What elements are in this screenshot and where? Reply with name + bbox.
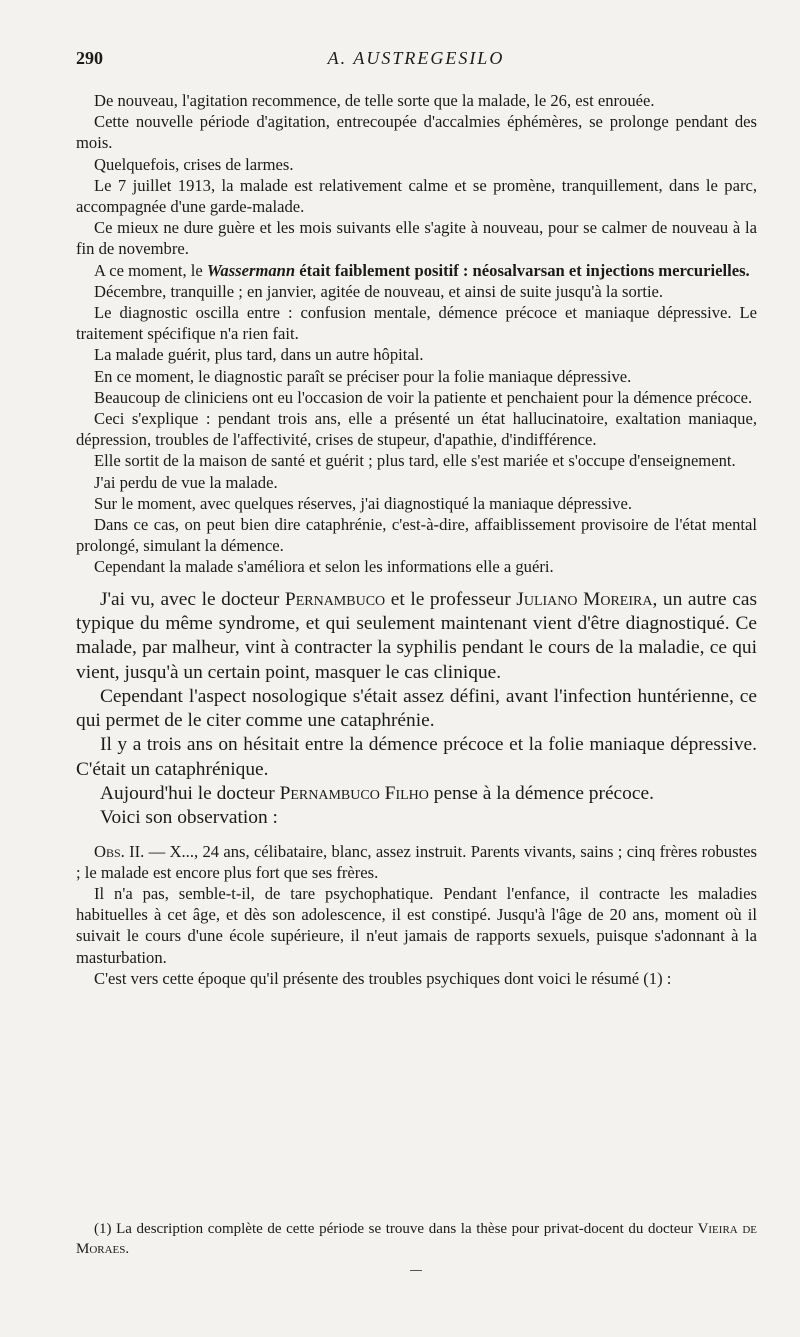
person-name: Pernambuco Filho [279, 783, 429, 805]
paragraph: Voici son observation : [100, 807, 278, 829]
paragraph: Le diagnostic oscilla entre : confusion mentale, démence précoce et maniaque dépressive. Le traitement spécifique n'a rien fait. [76, 303, 757, 344]
main-text [76, 90, 757, 989]
paragraph: Sur le moment, avec quelques réserves, j'ai diagnostiqué la maniaque dépressive. [94, 493, 632, 513]
paragraph: En ce moment, le diagnostic paraît se préciser pour la folie maniaque dépressive. [94, 366, 632, 386]
paragraph: J'ai perdu de vue la malade. [94, 472, 278, 492]
observation [76, 841, 757, 989]
paragraph: Il y a trois ans on hésitait entre la démence précoce et la folie maniaque dépressive. C'était un cataphrénique. [76, 734, 757, 780]
page-number: 290 [76, 48, 103, 68]
paragraph: La malade guérit, plus tard, dans un autre hôpital. [94, 345, 424, 365]
paragraph: Le 7 juillet 1913, la malade est relativement calme et se promène, tranquillement, dans le parc, accompagnée d'une garde-malade. [76, 175, 757, 217]
paragraph: Cependant la malade s'améliora et selon les informations elle a guéri. [94, 557, 554, 577]
paragraph: De nouveau, l'agitation recommence, de telle sorte que la malade, le 26, est enrouée. [94, 91, 655, 110]
person-name: Pernambuco [284, 588, 386, 610]
person-name: Juliano Moreira [516, 588, 653, 610]
paragraph: J'ai vu, avec le docteur Pernambuco et le professeur Juliano Moreira, un autre cas typique du même syndrome, et qui seulement maintenant vient d'être diagnostiqué. Ce malade, par malheur, vint à contracter la syphilis pendant le cours de la maladie, ce qui vient, jusqu'à un certain point, masquer le cas clinique. [76, 588, 757, 683]
page-header [76, 48, 756, 78]
paragraph: Elle sortit de la maison de santé et guérit ; plus tard, elle s'est mariée et s'occupe d'enseignement. [94, 451, 736, 471]
running-head: A. AUSTREGESILO [327, 48, 505, 68]
emphasis-wassermann: Wassermann [206, 260, 296, 280]
observation-label: Obs. II. [94, 841, 145, 861]
paragraph-wassermann: A ce moment, le Wassermann était faiblement positif : néosalvarsan et injections mercurielles. [94, 260, 750, 280]
paragraph: Décembre, tranquille ; en janvier, agitée de nouveau, et ainsi de suite jusqu'à la sortie. [94, 281, 664, 301]
paragraph: Aujourd'hui le docteur Pernambuco Filho pense à la démence précoce. [100, 783, 654, 805]
paragraph: Ce mieux ne dure guère et les mois suivants elle s'agite à nouveau, pour se calmer de nouveau à la fin de novembre. [76, 218, 757, 259]
paragraph: Beaucoup de cliniciens ont eu l'occasion de voir la patiente et penchaient pour la démence précoce. [94, 387, 753, 407]
paragraph: Dans ce cas, on peut bien dire cataphrénie, c'est-à-dire, affaiblissement provisoire de l'état mental prolongé, simulant la démence. [76, 515, 757, 556]
paragraph: Ceci s'explique : pendant trois ans, elle a présenté un état hallucinatoire, exaltation maniaque, dépression, troubles de l'affectivité, crises de stupeur, d'apathie, d'indifférence. [76, 409, 757, 450]
footnote [76, 1219, 757, 1259]
page-mark [410, 1270, 422, 1271]
footnote-text: (1) La description complète de cette période se trouve dans la thèse pour privat-docent du docteur Vieira de Moraes. [76, 1221, 757, 1257]
paragraph: C'est vers cette époque qu'il présente des troubles psychiques dont voici le résumé (1) : [94, 968, 672, 988]
paragraph: Cette nouvelle période d'agitation, entrecoupée d'accalmies éphémères, se prolonge pendant des mois. [76, 112, 757, 153]
paragraph: Obs. II. — X..., 24 ans, célibataire, blanc, assez instruit. Parents vivants, sains ; cinq frères robustes ; le malade est encore plus fort que ses frères. [76, 841, 757, 882]
paragraph: Cependant l'aspect nosologique s'était assez défini, avant l'infection huntérienne, ce qui permet de le citer comme une cataphrénie. [76, 685, 757, 732]
paragraph: Quelquefois, crises de larmes. [94, 154, 294, 174]
discussion [76, 588, 757, 831]
case-narrative [76, 90, 757, 578]
paragraph: Il n'a pas, semble-t-il, de tare psychophatique. Pendant l'enfance, il contracte les maladies habituelles à cet âge, et dès son adolescence, il est constipé. Jusqu'à l'âge de 20 ans, moment où il suivait le cours d'une école supérieure, il n'eut jamais de rapports sexuels, puisque s'adonnant à la masturbation. [76, 884, 757, 967]
person-name: Vieira de Moraes [76, 1221, 757, 1257]
